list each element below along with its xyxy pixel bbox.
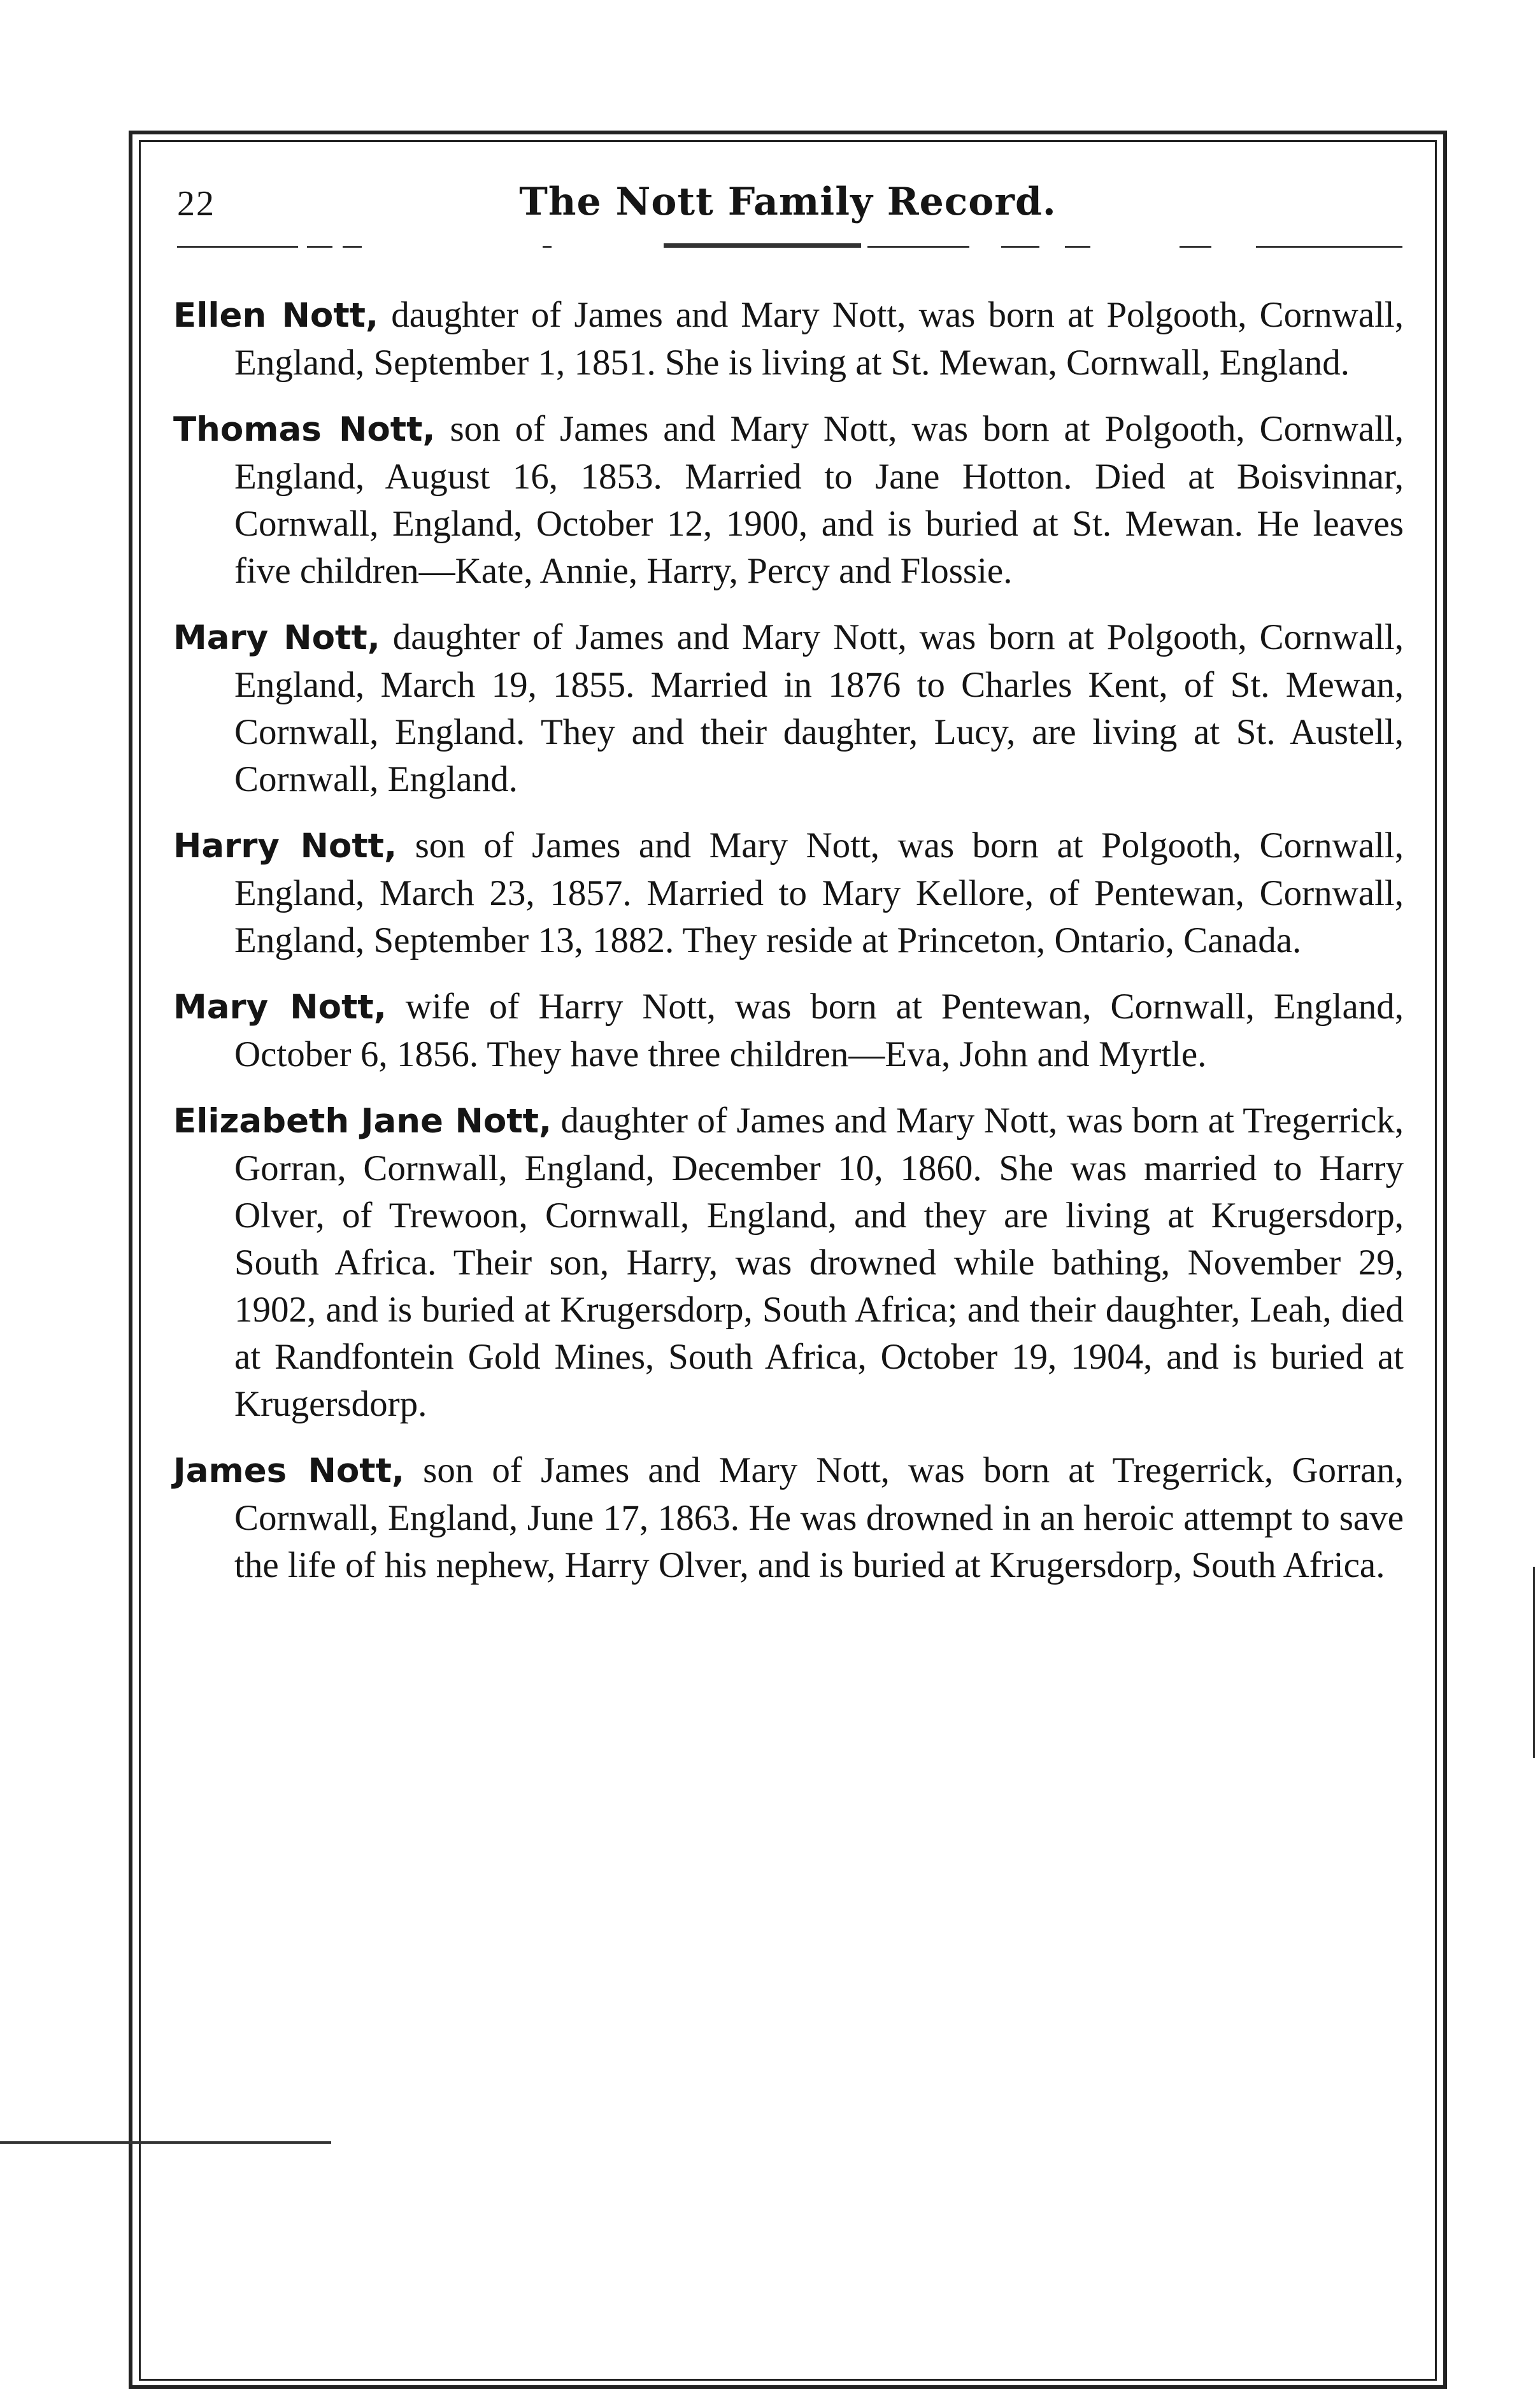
entry-name: Elizabeth Jane Nott, <box>173 1102 552 1141</box>
entry-elizabeth-jane-nott <box>173 1097 1404 1428</box>
page-header <box>173 177 1402 234</box>
entry-name: Mary Nott, <box>173 618 380 657</box>
entry-name: James Nott, <box>173 1451 405 1490</box>
entry-text: son of James and Mary Nott, was born at Tregerrick, Gorran, Cornwall, England, June 17, 1863. He was drowned in an heroic attempt to save the life of his nephew, Harry Olver, and is buried at Krugersdorp, South Africa. <box>234 1450 1404 1585</box>
entry-text: daughter of James and Mary Nott, was born at Polgooth, Cornwall, England, September 1, 1851. She is living at St. Mewan, Cornwall, England. <box>234 295 1404 383</box>
entry-text: wife of Harry Nott, was born at Pentewan, Cornwall, England, October 6, 1856. They have three children—Eva, John and Myrtle. <box>234 987 1404 1074</box>
entry-text: son of James and Mary Nott, was born at Polgooth, Cornwall, England, August 16, 1853. Married to Jane Hotton. Died at Boisvinnar, Cornwall, England, October 12, 1900, and is buried at St. Mewan. He leaves five children—Kate, Annie, Harry, Percy and Flossie. <box>234 409 1404 591</box>
entry-thomas-nott <box>173 406 1404 595</box>
entry-mary-nott-wife <box>173 983 1404 1078</box>
entry-name: Thomas Nott, <box>173 410 436 449</box>
entry-mary-nott-daughter <box>173 614 1404 803</box>
entry-name: Ellen Nott, <box>173 296 379 335</box>
entry-name: Harry Nott, <box>173 827 397 866</box>
header-rule <box>173 242 1402 255</box>
record-entries <box>173 292 1404 1608</box>
entry-james-nott <box>173 1447 1404 1589</box>
entry-text: son of James and Mary Nott, was born at Polgooth, Cornwall, England, March 23, 1857. Married to Mary Kellore, of Pentewan, Cornwall, England, September 13, 1882. They reside at Princeton, Ontario, Canada. <box>234 825 1404 960</box>
scan-edge-mark <box>1533 1567 1535 1758</box>
running-title: The Nott Family Record. <box>519 180 1057 224</box>
entry-ellen-nott <box>173 292 1404 387</box>
page-number: 22 <box>177 184 215 224</box>
entry-harry-nott <box>173 822 1404 964</box>
scan-bottom-rule <box>0 2141 331 2144</box>
entry-text: daughter of James and Mary Nott, was born at Tregerrick, Gorran, Cornwall, England, December 10, 1860. She was married to Harry Olver, of Trewoon, Cornwall, England, and they are living at Krugersdorp, South Africa. Their son, Harry, was drowned while bathing, November 29, 1902, and is buried at Krugersdorp, South Africa; and their daughter, Leah, died at Randfontein Gold Mines, South Africa, October 19, 1904, and is buried at Krugersdorp. <box>234 1101 1404 1424</box>
entry-name: Mary Nott, <box>173 988 387 1027</box>
entry-text: daughter of James and Mary Nott, was born at Polgooth, Cornwall, England, March 19, 1855. Married in 1876 to Charles Kent, of St. Mewan, Cornwall, England. They and their daughter, Lucy, are living at St. Austell, Cornwall, England. <box>234 617 1404 799</box>
